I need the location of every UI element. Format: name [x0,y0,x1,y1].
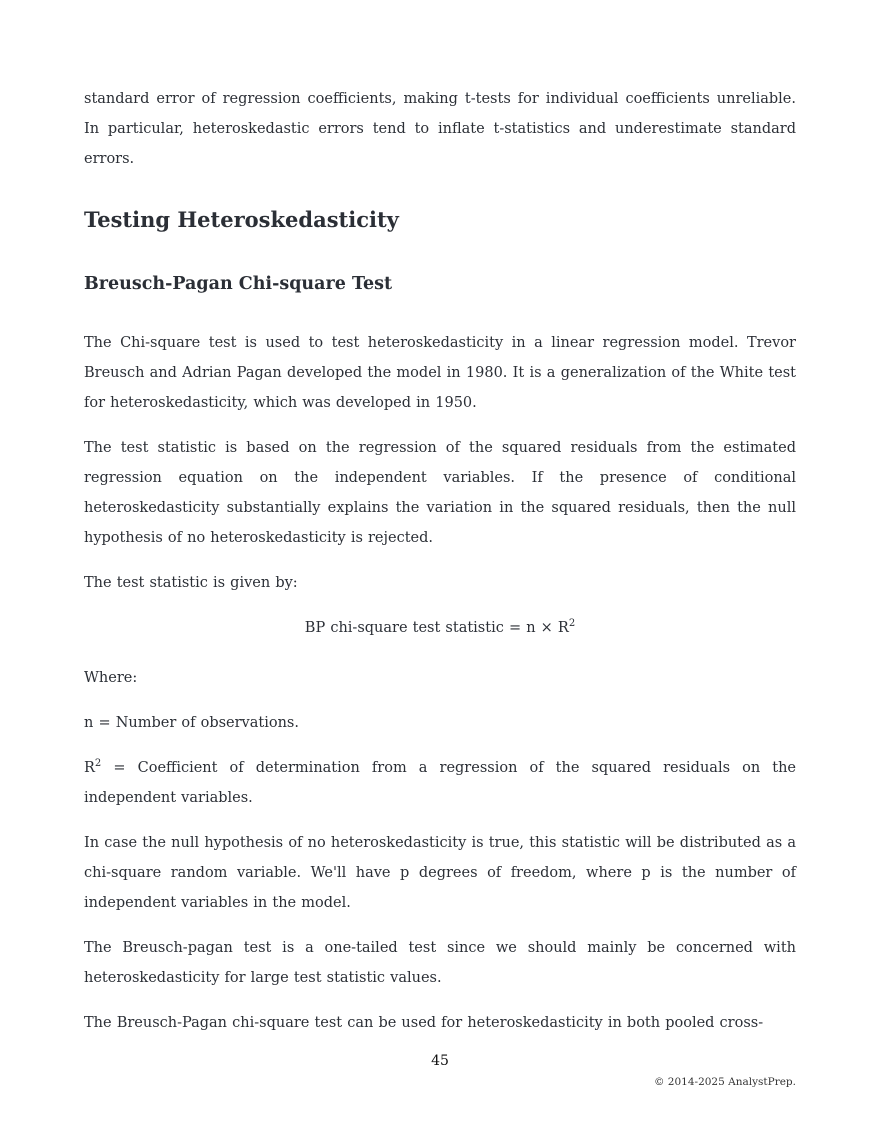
definition-r2 [84,753,796,813]
paragraph-statistic-given: The test statistic is given by: [84,575,298,591]
paragraph-test-basis: The test statistic is based on the regression of the squared residuals from the estimated regression equation on the independent variables. If the presence of conditional heteroskedasticity substantially explains the variation in the squared residuals, then the null hypothesis of no heteroskedasticity is rejected. [84,440,796,546]
r2-definition-text: = Coefficient of determination from a regression of the squared residuals on the independent variables. [84,760,796,806]
r2-symbol: R [84,760,95,776]
formula-exponent: 2 [568,618,576,629]
paragraph-chi-square-intro: The Chi-square test is used to test heteroskedasticity in a linear regression model. Trevor Breusch and Adrian Pagan developed the model in 1980. It is a generalization of the White test for heteroskedasticity, which was developed in 1950. [84,335,796,411]
definition-n: n = Number of observations. [84,715,299,731]
paragraph-distribution: In case the null hypothesis of no heteroskedasticity is true, this statistic will be distributed as a chi-square random variable. We'll have p degrees of freedom, where p is the number of independent variables in the model. [84,835,796,911]
paragraph-intro: standard error of regression coefficients, making t-tests for individual coefficients unreliable. In particular, heteroskedastic errors tend to inflate t-statistics and underestimate standard errors. [84,91,796,167]
paragraph-usage: The Breusch-Pagan chi-square test can be used for heteroskedasticity in both pooled cross- [84,1015,764,1031]
page-number: 45 [431,1053,449,1069]
paragraph-where: Where: [84,670,138,686]
copyright-notice: © 2014-2025 AnalystPrep. [653,1076,796,1088]
document-page [84,84,796,1053]
formula-bp-statistic [84,613,796,643]
formula-text: BP chi-square test statistic = n × R [304,620,569,636]
r2-exponent: 2 [94,758,102,769]
paragraph-one-tailed: The Breusch-pagan test is a one-tailed test since we should mainly be concerned with heteroskedasticity for large test statistic values. [84,940,796,986]
subsection-heading: Breusch-Pagan Chi-square Test [84,274,393,294]
section-heading: Testing Heteroskedasticity [84,207,399,232]
